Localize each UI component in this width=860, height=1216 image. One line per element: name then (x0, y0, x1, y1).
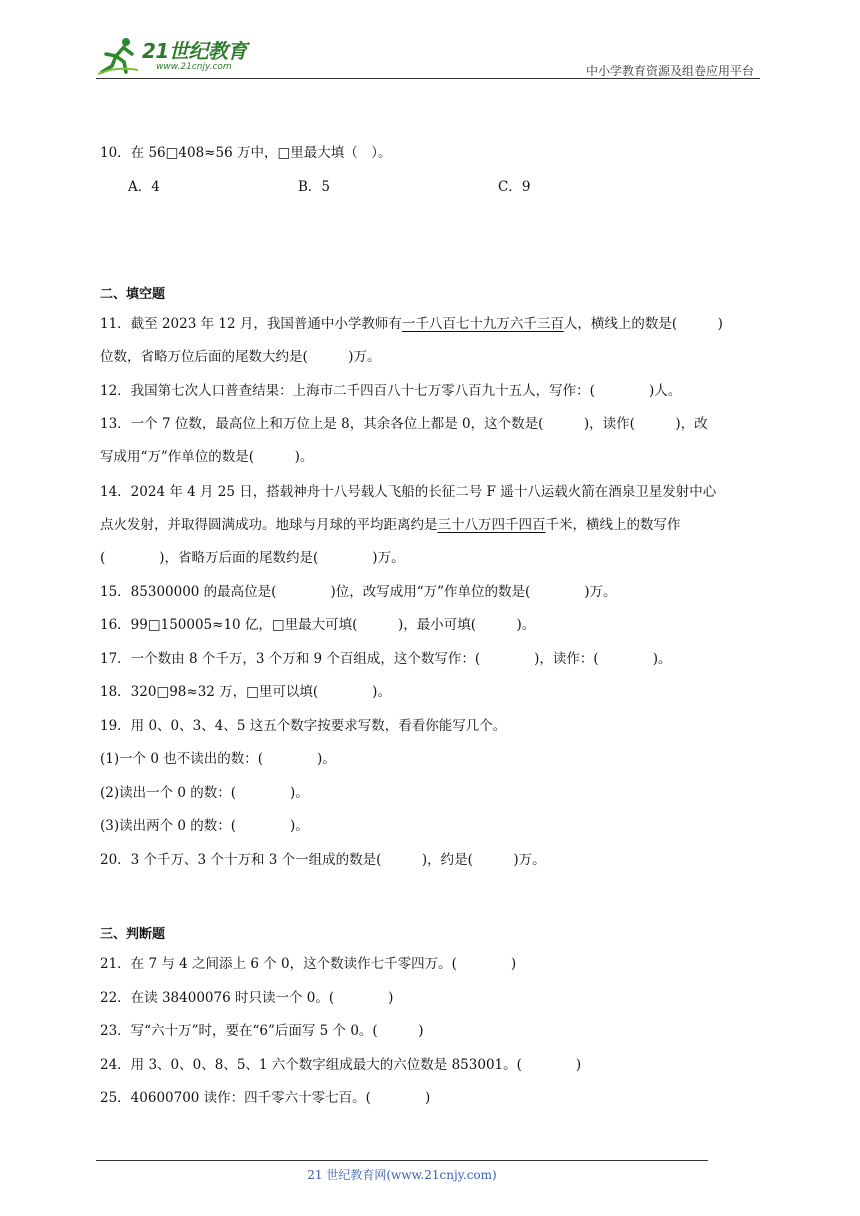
logo (96, 36, 247, 76)
runner-logo-icon (96, 36, 140, 76)
question-20: 20．3 个千万、3 个十万和 3 个一组成的数是( )，约是( )万。 (100, 852, 546, 868)
question-17: 17．一个数由 8 个千万，3 个万和 9 个百组成，这个数写作：( )，读作：( )。 (100, 651, 672, 667)
q11-text-b: 人，横线上的数是( ) (563, 316, 723, 332)
page-header (96, 30, 760, 82)
question-18: 18．320□98≈32 万，□里可以填( )。 (100, 684, 391, 700)
question-14-line-2 (100, 513, 681, 533)
question-21: 21．在 7 与 4 之间添上 6 个 0，这个数读作七千零四万。( ) (100, 956, 517, 972)
question-12: 12．我国第七次人口普查结果：上海市二千四百八十七万零八百九十五人，写作：( )人。 (100, 383, 682, 399)
q11-underlined: 一千八百七十九万六千三百 (401, 316, 564, 332)
q11-text-a: 11．截至 2023 年 12 月，我国普通中小学教师有 (100, 316, 402, 332)
header-divider (96, 78, 760, 79)
question-11-line-1 (100, 312, 723, 332)
question-19-part-3: (3)读出两个 0 的数：( )。 (100, 818, 309, 834)
question-14-line-1: 14．2024 年 4 月 25 日，搭载神舟十八号载人飞船的长征二号 F 遥十八运载火箭在酒泉卫星发射中心 (100, 484, 717, 500)
q14-underlined: 三十八万四千四百 (437, 517, 546, 533)
question-16: 16．99□150005≈10 亿，□里最大可填( )，最小可填( )。 (100, 617, 536, 633)
q14-text-b: 千米，横线上的数写作 (545, 517, 681, 533)
footer-divider (96, 1160, 708, 1161)
question-19-part-2: (2)读出一个 0 的数：( )。 (100, 785, 309, 801)
q14-text-a: 点火发射，并取得圆满成功。地球与月球的平均距离约是 (100, 517, 438, 533)
question-14-line-3: ( )，省略万后面的尾数约是( )万。 (100, 550, 405, 566)
platform-name: 中小学教育资源及组卷应用平台 (585, 64, 754, 78)
section-3-title: 三、判断题 (100, 927, 166, 942)
logo-url: www.21cnjy.com (156, 62, 232, 72)
question-24: 24．用 3、0、0、8、5、1 六个数字组成最大的六位数是 853001。( ) (100, 1057, 582, 1073)
question-15: 15．85300000 的最高位是( )位，改写成用“万”作单位的数是( )万。 (100, 584, 617, 600)
question-19-part-1: (1)一个 0 也不读出的数：( )。 (100, 751, 336, 767)
question-11-line-2: 位数，省略万位后面的尾数大约是( )万。 (100, 349, 381, 365)
question-13-line-2: 写成用“万”作单位的数是( )。 (100, 449, 314, 465)
question-10-stem: 10．在 56□408≈56 万中，□里最大填（ ）。 (100, 145, 392, 161)
page-footer: 21 世纪教育网(www.21cnjy.com) (307, 1168, 497, 1182)
question-22: 22．在读 38400076 时只读一个 0。( ) (100, 990, 394, 1006)
question-13-line-1: 13．一个 7 位数，最高位上和万位上是 8，其余各位上都是 0，这个数是( )，读作( )，改 (100, 416, 708, 432)
section-2-title: 二、填空题 (100, 287, 166, 302)
q10-option-a: A．4 (128, 179, 160, 195)
q10-option-b: B．5 (298, 179, 331, 195)
question-23: 23．写“六十万”时，要在“6”后面写 5 个 0。( ) (100, 1023, 424, 1039)
q10-option-c: C．9 (498, 179, 531, 195)
logo-title: 21世纪教育 (142, 39, 247, 63)
question-25: 25．40600700 读作：四千零六十零七百。( ) (100, 1090, 431, 1106)
question-19-stem: 19．用 0、0、3、4、5 这五个数字按要求写数，看看你能写几个。 (100, 718, 507, 734)
